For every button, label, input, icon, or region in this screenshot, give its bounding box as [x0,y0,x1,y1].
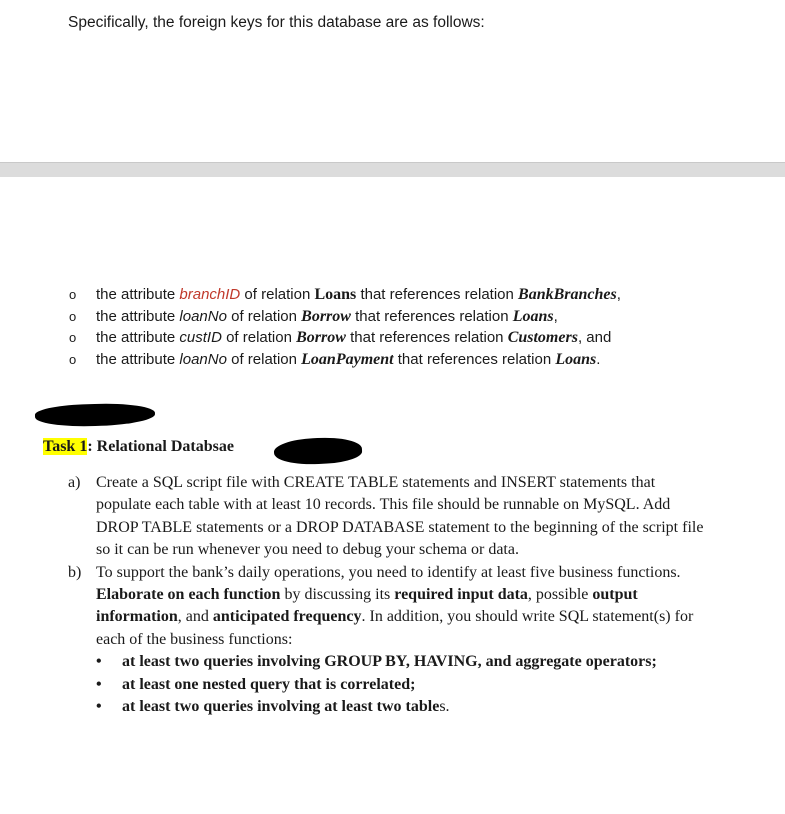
relation-name: Loans [314,286,357,303]
bullet-icon: o [69,351,77,367]
attribute-name: custID [179,329,222,346]
referenced-relation: Loans [555,350,597,368]
page-break-gap [0,162,785,177]
relation-name: LoanPayment [301,350,394,368]
intro-text: Specifically, the foreign keys for this database are as follows: [68,14,485,31]
item-label: b) [68,563,82,581]
bullet-icon: o [69,308,77,324]
bullet-icon: • [96,653,102,671]
list-item: o the attribute loanNo of relation Borrow that references relation Loans, [68,306,768,328]
list-item: • at least two queries involving GROUP BY, HAVING, and aggregate operators; [122,651,708,673]
task-items [68,472,708,718]
list-item: • at least one nested query that is correlated; [122,674,708,696]
task-heading [43,438,234,456]
item-label: a) [68,474,81,491]
item-a-text: Create a SQL script file with CREATE TABLE statements and INSERT statements that populate each table with at least 10 records. This file should be runnable on MySQL. Add DROP TABLE statements or a DROP DATABASE statement to the beginning of the script file so it can be run whenever you need to debug your schema or data. [96,474,704,559]
attribute-name: loanNo [179,350,227,368]
bullet-icon: o [69,330,77,345]
attribute-name: branchID [179,286,241,303]
referenced-relation: Customers [507,329,578,346]
bullet-icon: o [69,287,77,302]
task-label: Task 1 [43,438,88,455]
attribute-name: loanNo [179,307,227,325]
requirement-list [68,651,708,718]
redaction-mark [273,436,362,467]
list-item: o the attribute custID of relation Borrow that references relation Customers, and [68,327,768,349]
relation-name: Borrow [301,307,351,325]
foreign-key-list [68,284,768,370]
referenced-relation: BankBranches [518,286,617,303]
bullet-icon: • [96,698,102,716]
relation-name: Borrow [296,329,346,346]
referenced-relation: Loans [512,307,554,325]
item-a [68,472,708,562]
task-title: : Relational Databsae [87,438,234,455]
redaction-mark [35,402,156,428]
bullet-icon: • [96,675,102,693]
list-item: • at least two queries involving at least two tables. [122,696,708,718]
list-item: o the attribute branchID of relation Loans that references relation BankBranches, [68,284,768,306]
item-b: b) To support the bank’s daily operations, you need to identify at least five business functions. Elaborate on each function by discussing its required input data, possible output information, and anticipated frequency. In addition, you should write SQL statement(s) for each of the business functions: [68,563,694,648]
list-item: o the attribute loanNo of relation LoanPayment that references relation Loans. [68,349,768,371]
